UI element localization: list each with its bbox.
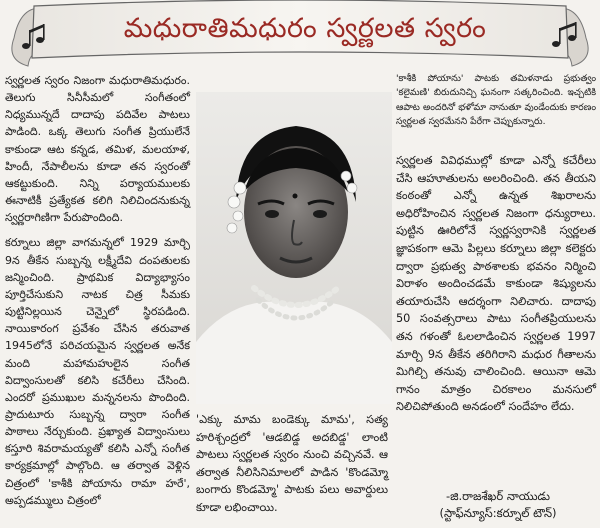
portrait-photo (196, 92, 392, 404)
article-title: మధురాతిమధురం స్వర్ణలత స్వరం (123, 13, 487, 44)
photo-caption (196, 411, 388, 521)
paragraph-award: 'కాశీకి పోయాను' పాటకు తమిళనాడు ప్రభుత్వం 'కలైమణి' బిరుదునిచ్చి ఘనంగా సత్కరించింది. ఇచ్చటికి ఆపాట అందరినో భళోమా నానుతూ వుండేందుకు కారణం స్వర్ణలత స్వరమేనని పేరేగా చెప్పుకున్నారు. (396, 73, 596, 128)
article-column-right-top (396, 72, 596, 134)
paragraph-intro: స్వర్ణలత స్వరం నిజంగా మధురాతిమధురం. తెలుగు సినీసీమలో సంగీతంలో నిధ్యమున్నదే దాదాపు పదివేల పాటలు పాడింది. ఒక్క తెలుగు సంగీత ప్రియులేనే కాకుండా ఆట కన్నడ, తమిళ, మలయాళ, హిందీ, నేపాలీలను కూడా తన స్వరంతో ఆకట్టుకుంది. నిన్ని పర్యాయములకు ఈనాటికీ ప్రత్యేకత కలిగి నిలిచిందనుకున్న స్వర్ణరాగిణిగా పేరుపొందింది. (5, 74, 190, 225)
article-column-right (396, 152, 596, 420)
byline-source: (స్టాఫ్‌న్యూస్‌:కర్నూల్ టౌన్) (439, 506, 557, 520)
paragraph-biography: కర్నూలు జిల్లా వాగమన్నలో 1929 మార్చి 9న తీకేన సుబ్బన్న లక్ష్మీదేవి దంపతులకు జన్మించింది. ప్రాథమిక విద్యాభ్యాసం పూర్తిచేసుకుని నాటక చిత్ర సీమకు పుట్టినిల్లయిన చెన్నైలో స్థిరపడింది. నాయికారంగ ప్రవేశం చేసిన తరువాత 1945లోనే పరిచయమైన స్వర్ణలత అనేక మంది మహామహులైన సంగీత విద్వాంసులతో కలిసి కచేరీలు చేసింది. ఎందరో ప్రముఖుల మన్ననలను పొందింది. ప్రాదుటూరు సుబ్బన్న ద్వారా సంగీత పాఠాలు నేర్చుకుంది. ప్రఖ్యాత విద్వాంసులు కస్తూరి శివరామయ్యతో కలిసి ఎన్నో సంగీత కార్యక్రమాల్లో పాల్గొంది. ఆ తర్వాత వెళ్లిన చిత్రంలో 'కాశీకి పోయాను రామా హరే', అప్పడమ్ములు చిత్రంలో (5, 236, 190, 507)
portrait-illustration (196, 92, 392, 404)
paragraph-songs: 'ఎక్కు మామ బండెక్కు మామ', సత్య హరిశ్చంద్రలో 'ఆడబిడ్డ అదబిడ్డ' లాంటి పాటలు స్వర్ణలత స్వరం నుంచి వచ్చినవే. ఆ తర్వాత నీలిసినిమాలలో పాడిన 'కొండమ్మో బంగారు కొండమ్మో' పాటకు పలు అవార్డులు కూడా లభించాయి. (196, 413, 388, 514)
byline-author: -జి.రాజశేఖర్ నాయుడు (445, 489, 551, 503)
paragraph-legacy: స్వర్ణలత వివిధముల్లో కూడా ఎన్నో కచేరీలు చేసి ఆహూతులను అలరించింది. తన తీయని కంఠంతో ఎన్నో ఉన్నత శిఖరాలను అధిరోహించిన స్వర్ణలత నిజంగా ధన్యురాలు. పుట్టిన ఊరిలోనే స్వర్ణస్వరానికి స్వర్ణలత జ్ఞాపకంగా ఆమె పిల్లలు కర్నూలు జిల్లా కలెక్టరు ద్వారా ప్రభుత్వ పాఠశాలకు భవనం నిర్మించి విరాళం అందించడమే కాకుండా శిష్యులను తయారుచేసి ఆదర్శంగా నిలిచారు. దాదాపు 50 సంవత్సరాలు పాటు సంగీతప్రియులను తన గళంతో ఓలలాడించిన స్వర్ణలత 1997 మార్చి 9న తీకేన తరిగిరాని మధుర గీతాలను మిగిల్చి తనువు చాలించింది. ఆయినా ఆమె గానం మాత్రం చిరకాలం మనసులో నిలిచిపోతుంది అనడంలో సందేహం లేదు. (396, 154, 596, 414)
article-column-left (5, 72, 190, 513)
byline (402, 488, 594, 522)
